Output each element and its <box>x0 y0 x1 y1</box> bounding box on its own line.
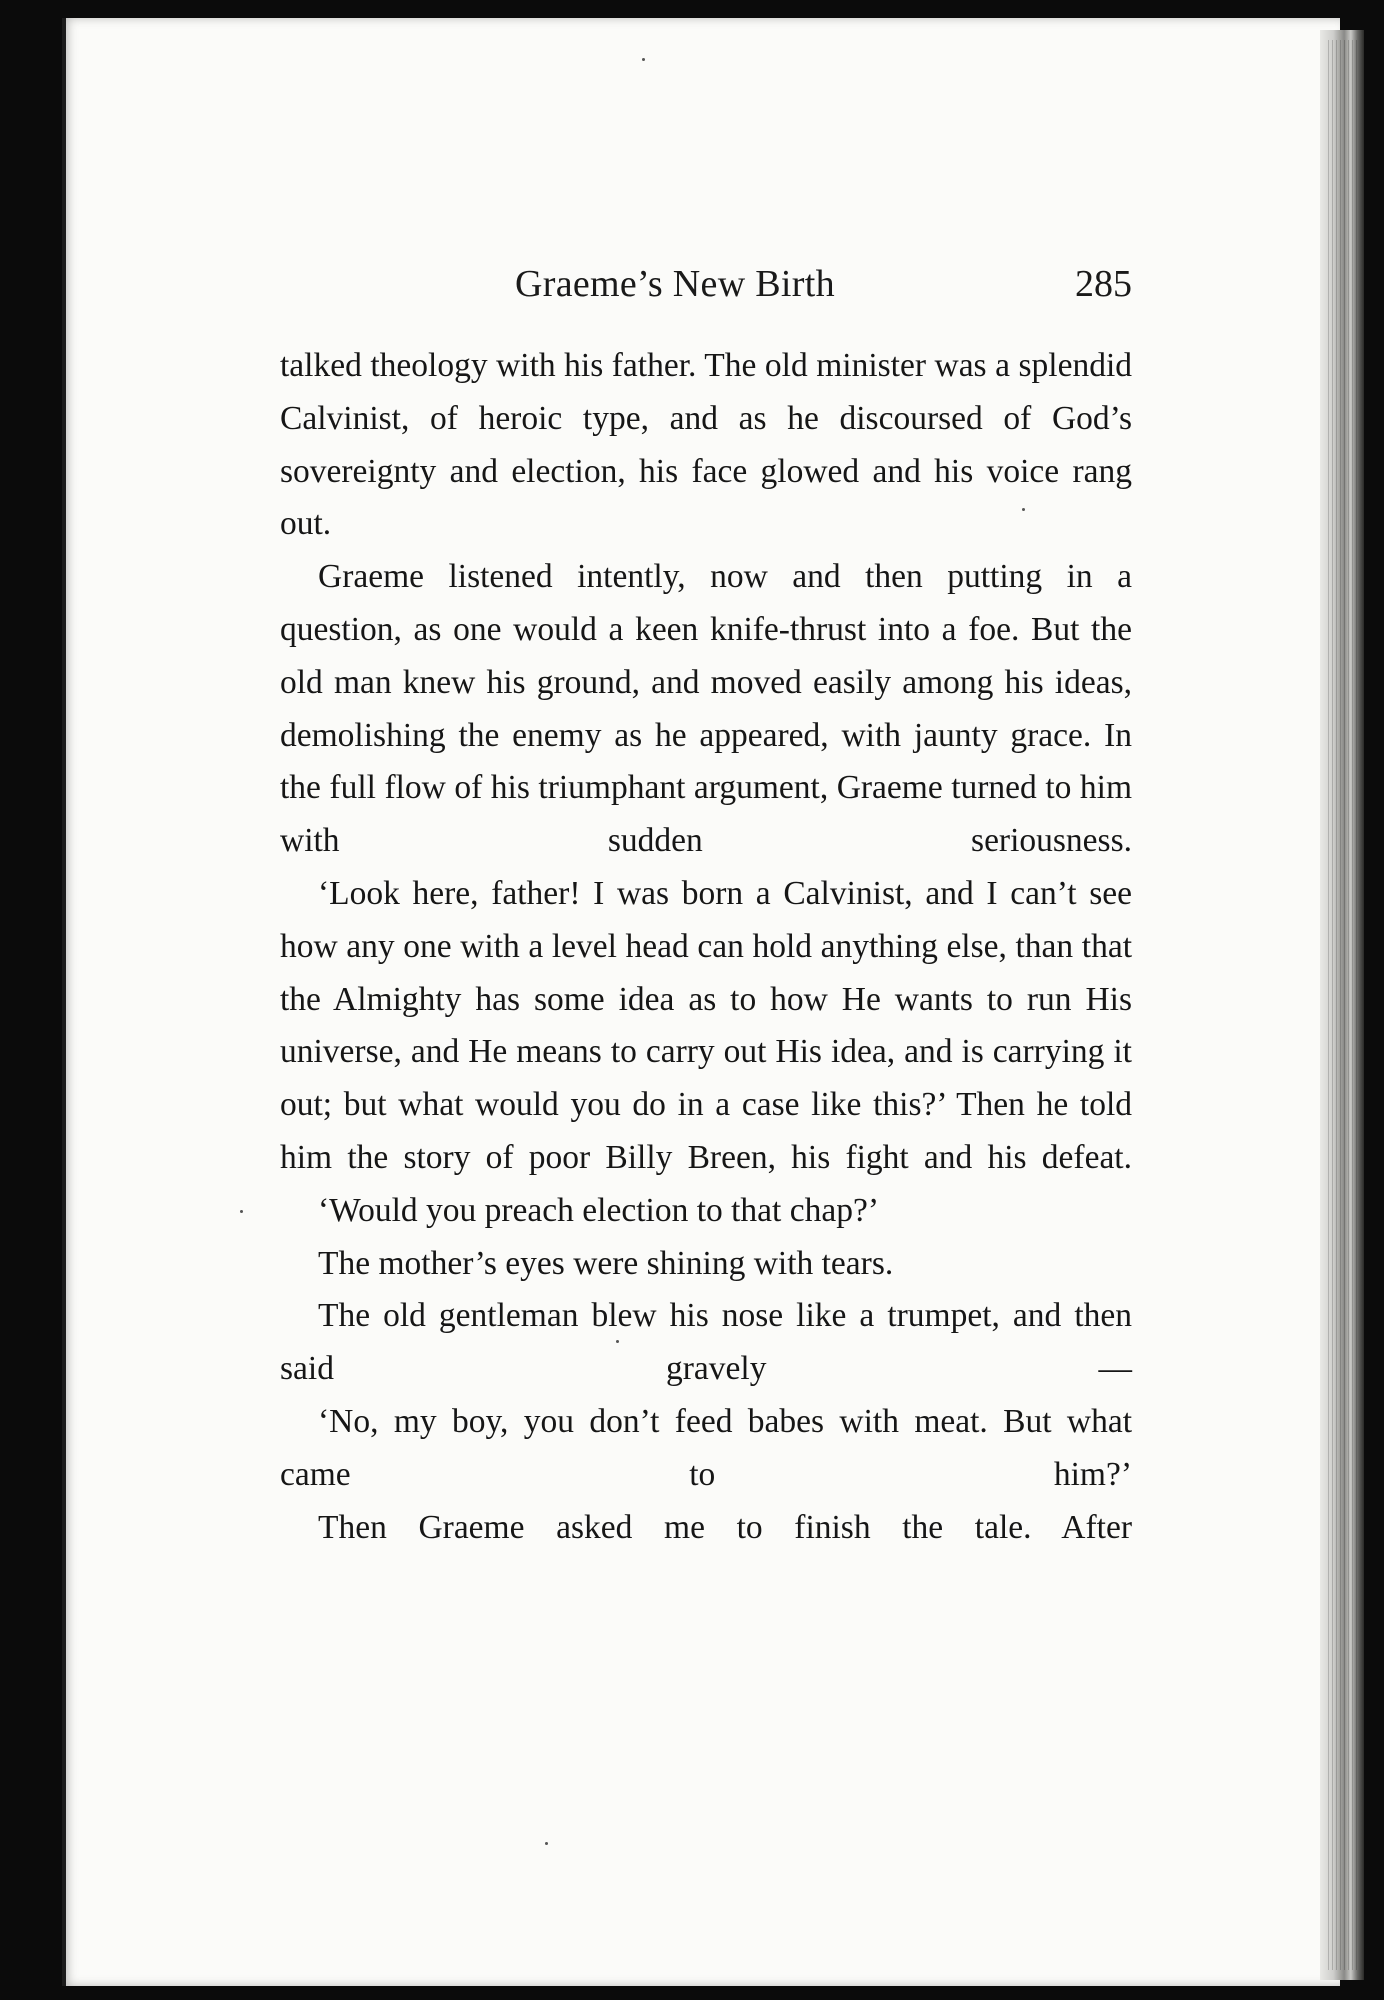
running-title: Graeme’s New Birth <box>515 263 835 305</box>
page-number: 285 <box>1075 263 1132 305</box>
paragraph: The mother’s eyes were shining with tears. <box>318 1244 894 1282</box>
page-stack-lines <box>1328 40 1358 1970</box>
body-text <box>280 340 1132 1554</box>
paragraph: ‘No, my boy, you don’t feed babes with meat. But what came to him?’ <box>280 1402 1132 1493</box>
paragraph: Graeme listened intently, now and then putting in a question, as one would a keen knife-thrust into a foe. But the old man knew his ground, and moved easily among his ideas, demolishing the enemy as he appeared, with jaunty grace. In the full flow of his triumphant argument, Graeme turned to him with sudden seriousness. <box>280 558 1132 860</box>
dust-speck <box>1022 508 1025 511</box>
dust-speck <box>545 1842 548 1845</box>
dust-speck <box>240 1210 243 1213</box>
dust-speck <box>642 58 645 61</box>
paragraph: Then Graeme asked me to finish the tale. After <box>318 1508 1132 1546</box>
dust-speck <box>616 1340 619 1343</box>
running-header <box>280 262 1132 312</box>
paragraph: ‘Look here, father! I was born a Calvinist, and I can’t see how any one with a level head can hold anything else, than that the Almighty has some idea as to how He wants to run His universe, and He means to carry out His idea, and is carrying it out; but what would you do in a case like this?’ Then he told him the story of poor Billy Breen, his fight and his defeat. <box>280 874 1132 1176</box>
paragraph: ‘Would you preach election to that chap?’ <box>318 1191 879 1229</box>
page-gutter-shadow <box>62 18 66 1986</box>
paragraph: The old gentleman blew his nose like a trumpet, and then said gravely — <box>280 1297 1132 1388</box>
paragraph: talked theology with his father. The old minister was a splendid Calvinist, of heroic type, and as he discoursed of God’s sovereignty and election, his face glowed and his voice rang out. <box>280 347 1132 543</box>
